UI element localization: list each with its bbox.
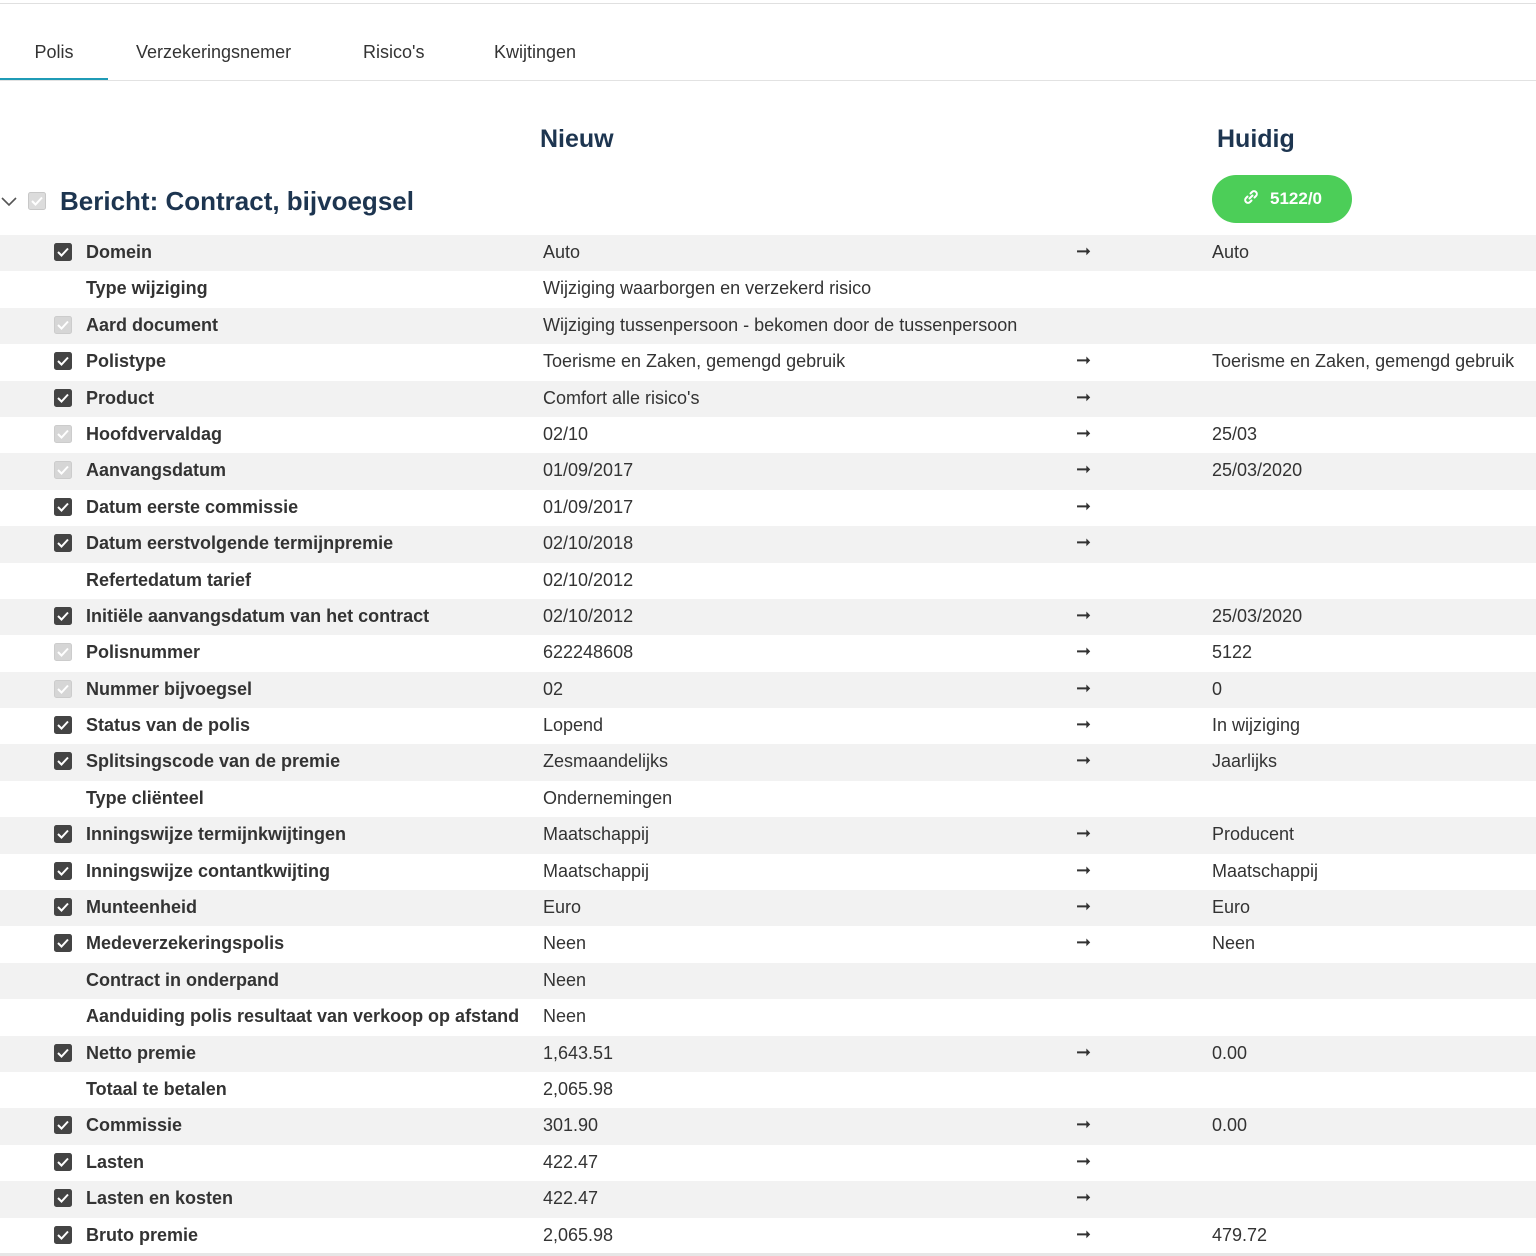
row-checkbox [54, 461, 72, 479]
comparison-table [0, 235, 1536, 1254]
row-checkbox[interactable] [54, 752, 72, 770]
table-row [0, 854, 1536, 890]
table-row [0, 781, 1536, 817]
row-checkbox [54, 643, 72, 661]
row-new-value: 301.90 [543, 1115, 599, 1136]
table-row [0, 344, 1536, 380]
policy-link-badge[interactable] [1212, 175, 1352, 223]
tab-bar [0, 30, 1536, 81]
section-title: Bericht: Contract, bijvoegsel [60, 186, 414, 216]
row-new-value: Euro [543, 897, 582, 918]
row-new-value: 02/10/2018 [543, 533, 634, 554]
table-row [0, 308, 1536, 344]
row-current-value: 0.00 [1212, 1115, 1248, 1136]
row-label: Inningswijze termijnkwijtingen [86, 824, 347, 845]
table-row [0, 271, 1536, 307]
row-label: Polisnummer [86, 642, 201, 663]
arrow-right-icon: ➞ [1076, 932, 1092, 953]
row-label: Contract in onderpand [86, 969, 279, 990]
row-label: Inningswijze contantkwijting [86, 860, 331, 881]
row-label: Splitsingscode van de premie [86, 751, 341, 772]
table-row [0, 1181, 1536, 1217]
row-new-value: 422.47 [543, 1188, 599, 1209]
section-header [0, 182, 1536, 226]
row-checkbox[interactable] [54, 934, 72, 952]
row-checkbox[interactable] [54, 716, 72, 734]
row-label: Aanvangsdatum [86, 460, 227, 481]
row-checkbox[interactable] [54, 352, 72, 370]
row-label: Nummer bijvoegsel [86, 678, 253, 699]
row-label: Munteenheid [86, 897, 197, 918]
arrow-right-icon: ➞ [1076, 386, 1092, 407]
column-header-huidig: Huidig [1217, 125, 1295, 153]
column-header-nieuw: Nieuw [540, 125, 614, 153]
row-checkbox[interactable] [54, 1226, 72, 1244]
row-new-value: Maatschappij [543, 860, 650, 881]
row-checkbox[interactable] [54, 825, 72, 843]
table-row [0, 744, 1536, 780]
row-new-value: Toerisme en Zaken, gemengd gebruik [543, 351, 846, 372]
row-new-value: Maatschappij [543, 824, 650, 845]
row-label: Netto premie [86, 1042, 197, 1063]
arrow-right-icon: ➞ [1076, 1223, 1092, 1244]
row-label: Bruto premie [86, 1224, 199, 1245]
row-checkbox [54, 316, 72, 334]
row-new-value: Auto [543, 242, 581, 262]
row-label: Refertedatum tarief [86, 569, 252, 590]
row-new-value: Neen [543, 933, 587, 954]
row-label: Totaal te betalen [86, 1078, 227, 1099]
row-current-value: 25/03/2020 [1212, 605, 1303, 626]
arrow-right-icon: ➞ [1076, 241, 1092, 261]
table-row [0, 526, 1536, 562]
arrow-right-icon: ➞ [1076, 495, 1092, 516]
row-label: Domein [86, 242, 153, 262]
row-new-value: 2,065.98 [543, 1078, 614, 1099]
row-new-value: Lopend [543, 715, 604, 736]
row-new-value: 1,643.51 [543, 1042, 614, 1063]
table-row [0, 890, 1536, 926]
arrow-right-icon: ➞ [1076, 896, 1092, 917]
row-new-value: 01/09/2017 [543, 496, 634, 517]
table-row [0, 926, 1536, 962]
row-current-value: Neen [1212, 933, 1256, 954]
table-row [0, 1218, 1536, 1254]
row-checkbox[interactable] [54, 534, 72, 552]
arrow-right-icon: ➞ [1076, 459, 1092, 480]
arrow-right-icon: ➞ [1076, 750, 1092, 771]
row-label: Commissie [86, 1115, 183, 1136]
table-row [0, 490, 1536, 526]
arrow-right-icon: ➞ [1076, 532, 1092, 553]
row-current-value: 25/03/2020 [1212, 460, 1303, 481]
row-current-value: Producent [1212, 824, 1295, 845]
arrow-right-icon: ➞ [1076, 823, 1092, 844]
row-checkbox[interactable] [54, 1189, 72, 1207]
row-label: Datum eerste commissie [86, 496, 299, 517]
table-row [0, 381, 1536, 417]
row-current-value: Maatschappij [1212, 860, 1319, 881]
arrow-right-icon: ➞ [1076, 604, 1092, 625]
row-checkbox[interactable] [54, 898, 72, 916]
row-current-value: Toerisme en Zaken, gemengd gebruik [1212, 351, 1515, 372]
table-row [0, 563, 1536, 599]
table-row [0, 599, 1536, 635]
table-row [0, 1108, 1536, 1144]
row-current-value: In wijziging [1212, 715, 1301, 736]
row-current-value: 25/03 [1212, 423, 1258, 444]
row-new-value: Neen [543, 969, 587, 990]
arrow-right-icon: ➞ [1076, 714, 1092, 735]
row-new-value: Comfort alle risico's [543, 387, 700, 408]
table-row [0, 417, 1536, 453]
link-icon [1242, 188, 1260, 211]
tab-kwijtingen[interactable]: Kwijtingen [494, 42, 577, 62]
arrow-right-icon: ➞ [1076, 1150, 1092, 1171]
table-row [0, 453, 1536, 489]
row-new-value: 622248608 [543, 642, 634, 663]
tab-risicos[interactable]: Risico's [363, 42, 425, 62]
tab-polis[interactable]: Polis [0, 30, 108, 80]
arrow-right-icon: ➞ [1076, 1187, 1092, 1208]
arrow-right-icon: ➞ [1076, 677, 1092, 698]
row-new-value: 01/09/2017 [543, 460, 634, 481]
row-new-value: Ondernemingen [543, 787, 673, 808]
table-row [0, 1036, 1536, 1072]
row-new-value: 422.47 [543, 1151, 599, 1172]
row-new-value: 02 [543, 678, 564, 699]
row-checkbox [54, 425, 72, 443]
arrow-right-icon: ➞ [1076, 422, 1092, 443]
row-label: Polistype [86, 351, 167, 372]
row-checkbox[interactable] [54, 498, 72, 516]
table-row [0, 672, 1536, 708]
table-row [0, 235, 1536, 271]
table-row [0, 1145, 1536, 1181]
row-label: Product [86, 387, 155, 408]
table-row [0, 635, 1536, 671]
table-row [0, 999, 1536, 1035]
row-label: Type wijziging [86, 278, 208, 299]
row-checkbox[interactable] [54, 1153, 72, 1171]
table-row [0, 1072, 1536, 1108]
arrow-right-icon: ➞ [1076, 859, 1092, 880]
row-new-value: Wijziging waarborgen en verzekerd risico [543, 278, 872, 299]
top-divider [0, 3, 1536, 4]
row-label: Initiële aanvangsdatum van het contract [86, 605, 430, 626]
row-new-value: 2,065.98 [543, 1224, 614, 1245]
arrow-right-icon: ➞ [1076, 641, 1092, 662]
arrow-right-icon: ➞ [1076, 1114, 1092, 1135]
row-checkbox[interactable] [54, 1116, 72, 1134]
row-current-value: 0.00 [1212, 1042, 1248, 1063]
arrow-right-icon: ➞ [1076, 350, 1092, 371]
arrow-right-icon: ➞ [1076, 1041, 1092, 1062]
section-checkbox[interactable] [28, 192, 46, 215]
row-current-value: Auto [1212, 242, 1250, 262]
table-row [0, 708, 1536, 744]
row-label: Lasten en kosten [86, 1188, 234, 1209]
row-label: Hoofdvervaldag [86, 423, 223, 444]
row-label: Datum eerstvolgende termijnpremie [86, 533, 394, 554]
row-label: Lasten [86, 1151, 145, 1172]
row-label: Type cliënteel [86, 787, 204, 808]
row-label: Status van de polis [86, 715, 251, 736]
chevron-down-icon[interactable] [0, 192, 18, 210]
table-row [0, 817, 1536, 853]
row-current-value: 5122 [1212, 642, 1253, 663]
row-checkbox[interactable] [54, 389, 72, 407]
row-label: Aard document [86, 314, 219, 335]
row-current-value: Jaarlijks [1212, 751, 1278, 772]
row-checkbox[interactable] [54, 1044, 72, 1062]
row-checkbox[interactable] [54, 607, 72, 625]
row-current-value: Euro [1212, 897, 1251, 918]
row-checkbox [54, 680, 72, 698]
tab-verzekeringsnemer[interactable]: Verzekeringsnemer [136, 42, 292, 62]
row-new-value: 02/10/2012 [543, 605, 634, 626]
row-checkbox[interactable] [54, 862, 72, 880]
row-label: Aanduiding polis resultaat van verkoop op afstand [86, 1006, 520, 1027]
row-label: Medeverzekeringspolis [86, 933, 285, 954]
policy-number: 5122/0 [1270, 189, 1322, 208]
row-new-value: Neen [543, 1006, 587, 1027]
table-row [0, 963, 1536, 999]
row-new-value: 02/10/2012 [543, 569, 634, 590]
row-checkbox[interactable] [54, 243, 72, 261]
row-new-value: Zesmaandelijks [543, 751, 669, 772]
row-current-value: 479.72 [1212, 1224, 1268, 1245]
row-current-value: 0 [1212, 678, 1223, 699]
row-new-value: Wijziging tussenpersoon - bekomen door de tussenpersoon [543, 314, 1018, 335]
row-new-value: 02/10 [543, 423, 589, 444]
